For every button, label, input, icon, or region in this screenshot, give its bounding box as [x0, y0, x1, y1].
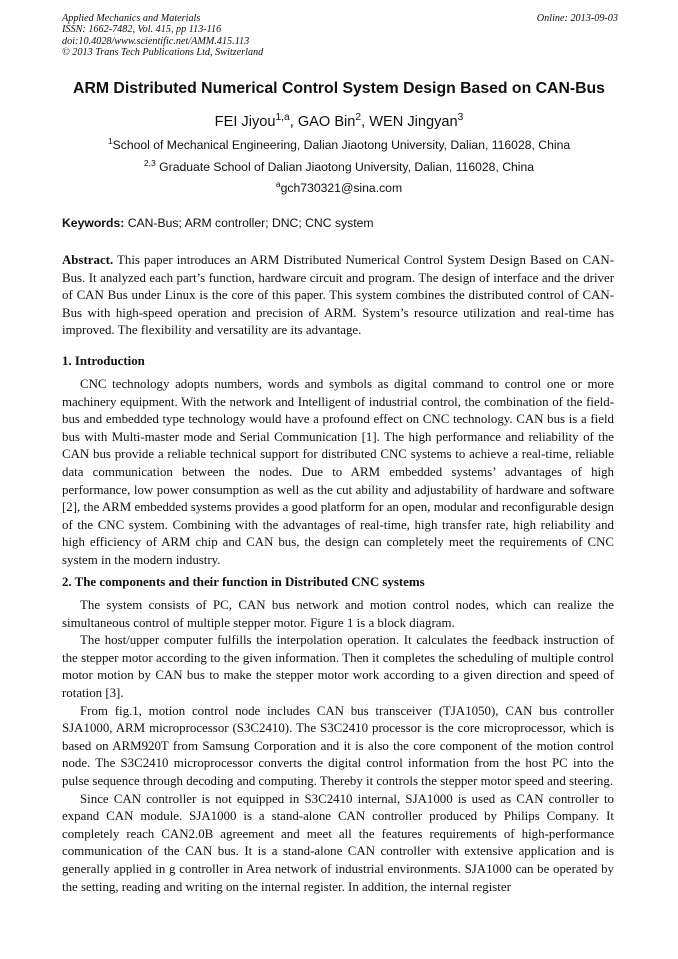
affiliation-2 — [40, 157, 638, 174]
affiliation-1 — [40, 135, 638, 152]
author-superscript: 2 — [355, 112, 362, 124]
abstract — [62, 252, 614, 340]
keywords-text: CAN-Bus; ARM controller; DNC; CNC system — [124, 216, 374, 230]
author-separator: , — [361, 114, 370, 130]
journal-name: Applied Mechanics and Materials — [62, 13, 201, 24]
author-name: FEI Jiyou — [214, 114, 276, 130]
publication-meta — [62, 13, 618, 59]
section-heading: 2. The components and their function in Distributed CNC systems — [62, 575, 425, 589]
author-name: WEN Jingyan — [369, 114, 458, 130]
paragraph: Since CAN controller is not equipped in S3C2410 internal, SJA1000 is used as CAN controller to expand CAN module. SJA1000 is a stand-alone CAN controller produced by Philips Company. It completely reach CAN2.0B agreement and meet all the features requirements of high-performance communication of the CAN bus. It is a stand-alone CAN controller with extensive application and is generally applied in g controller in Area network of industrial environments. SJA1000 can be operated by the setting, reading and writing on the internal register. In addition, the internal register — [62, 791, 614, 894]
paper-title: ARM Distributed Numerical Control System Design Based on CAN-Bus — [73, 80, 605, 97]
affiliation-superscript: 1 — [107, 135, 113, 146]
author-name: GAO Bin — [297, 114, 356, 130]
doi-info: doi:10.4028/www.scientific.net/AMM.415.113 — [62, 35, 250, 47]
author-email — [40, 178, 638, 195]
author-separator: , — [289, 114, 298, 130]
abstract-label: Abstract. — [62, 253, 114, 267]
paragraph: The host/upper computer fulfills the interpolation operation. It calculates the feedback instruction of the stepper motor according to the given information. Then it completes the scheduling of multiple control motor motion by CAN bus to make the stepper motor work according to a given direction and speed of rotation [3]. — [62, 633, 614, 700]
author-superscript: 1,a — [275, 112, 290, 124]
affiliation-text: School of Mechanical Engineering, Dalian Jiaotong University, Dalian, 116028, China — [112, 138, 571, 152]
copyright-info: © 2013 Trans Tech Publications Ltd, Switzerland — [62, 47, 264, 59]
keywords-label: Keywords: — [62, 216, 125, 230]
section-heading: 1. Introduction — [62, 354, 145, 368]
affiliation-superscript: 2,3 — [143, 157, 156, 168]
keywords — [62, 216, 374, 230]
email-text: gch730321@sina.com — [280, 181, 403, 195]
paragraph: CNC technology adopts numbers, words and symbols as digital command to control one or more machinery equipment. With the network and Intelligent of industrial control, the combination of the field-bus and embedded type technology would have a profound effect on CNC technology. CAN bus is a field bus with Multi-master mode and Serial Communication [1]. The high performance and reliability of the CAN bus provide a reliable technical support for distributed CNC systems to achieve a real-time, reliable data communication between the nodes. Due to ARM embedded systems’ advantages of high performance, low power consumption as well as the cut ability and adjustability of hardware and software [2], the ARM embedded systems provides a good platform for an open, modular and reconfigurable design of the CNC system. Combining with the advantages of real-time, high transfer rate, high reliability and high efficiency of ARM chip and CAN bus, the design can completely meet the requirements of CNC system in the modern industry. — [62, 377, 614, 567]
email-superscript: a — [275, 178, 281, 189]
author-superscript: 3 — [457, 112, 464, 124]
author-list — [40, 114, 638, 130]
issn-info: ISSN: 1662-7482, Vol. 415, pp 113-116 — [62, 24, 222, 36]
affiliation-text: Graduate School of Dalian Jiaotong University, Dalian, 116028, China — [155, 160, 535, 174]
section-1-body — [62, 376, 614, 570]
section-2-body — [62, 597, 614, 896]
paragraph: The system consists of PC, CAN bus network and motion control nodes, which can realize the simultaneous control of multiple stepper motor. Figure 1 is a block diagram. — [62, 598, 614, 630]
paragraph: From fig.1, motion control node includes CAN bus transceiver (TJA1050), CAN bus controller SJA1000, ARM microprocessor (S3C2410). The S3C2410 processor is the core microprocessor, which is based on ARM920T from Samsung Corporation and it is also the core component of the motion control node. The S3C2410 microprocessor converts the digital control information from the host PC into the pulse sequence through decoding and computing. Thereby it controls the stepper motor speed and steering. — [62, 703, 614, 788]
online-date: Online: 2013-09-03 — [536, 13, 618, 24]
abstract-text: This paper introduces an ARM Distributed Numerical Control System Design Based on CAN-Bus. It analyzed each part’s function, hardware circuit and program. The design of interface and the driver of CAN Bus under Linux is the core of this paper. This system combines the distributed control of CAN-Bus with high-speed operation and precision of ARM. System’s resource utilization and real-time has improved. The flexibility and versatility are its advantage. — [62, 253, 614, 338]
